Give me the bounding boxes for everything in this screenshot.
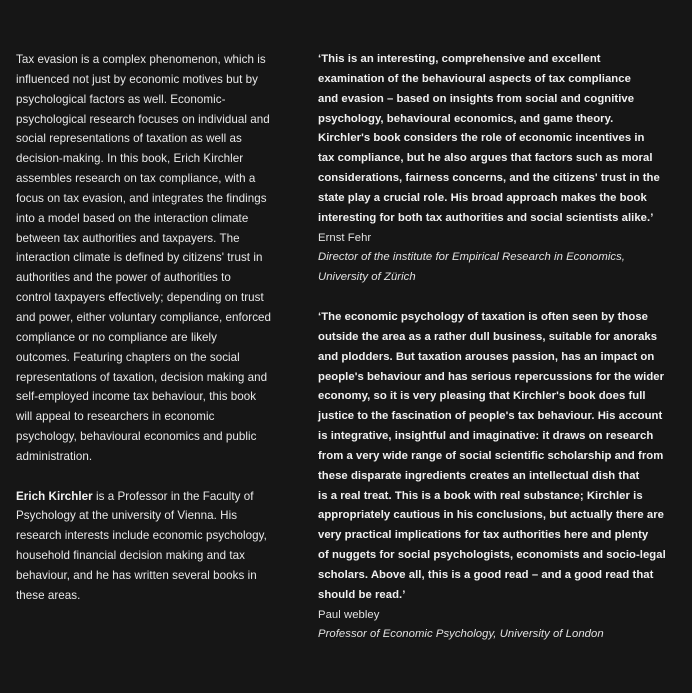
text-line: justice to the fascination of people's tax behaviour. His account xyxy=(318,410,663,423)
endorsement-quote xyxy=(318,50,690,229)
text-line: very practical implications for tax authorities here and plenty xyxy=(318,529,649,542)
text-line: scholars. Above all, this is a good read – and a good read that xyxy=(318,568,654,581)
text-line: state play a crucial role. His broad approach makes the book xyxy=(318,191,647,204)
text-line: should be read.’ xyxy=(318,588,406,601)
text-line: examination of the behavioural aspects of tax compliance xyxy=(318,72,631,85)
text-line: control taxpayers effectively; depending on trust xyxy=(16,291,264,305)
text-line: Psychology at the university of Vienna. His xyxy=(16,509,238,523)
text-line: Professor of Economic Psychology, University of London xyxy=(318,628,604,641)
endorsement-affiliation xyxy=(318,625,690,645)
text-line: Tax evasion is a complex phenomenon, which is xyxy=(16,53,266,66)
text-line: tax compliance, but he also argues that factors such as moral xyxy=(318,152,653,165)
bio-lines xyxy=(16,506,296,605)
text-line: self-employed income tax behaviour, this book xyxy=(16,390,257,404)
endorsement-author: Ernst Fehr xyxy=(318,231,372,244)
text-line: behaviour, and he has written several books in xyxy=(16,568,257,582)
text-line: ‘This is an interesting, comprehensive and excellent xyxy=(318,53,601,65)
text-line: assembles research on tax compliance, with a xyxy=(16,172,256,186)
book-description xyxy=(16,50,296,467)
text-line: economy, so it is very pleasing that Kirchler's book does full xyxy=(318,390,646,403)
text-line: social representations of taxation as well as xyxy=(16,132,242,146)
endorsement-webley xyxy=(318,308,690,645)
endorsement-fehr xyxy=(318,50,690,288)
text-line: and evasion – based on insights from social and cognitive xyxy=(318,92,635,105)
right-column xyxy=(318,50,690,645)
text-line: outcomes. Featuring chapters on the social xyxy=(16,350,240,364)
text-line: administration. xyxy=(16,449,93,463)
text-line: psychology, behavioural economics and public xyxy=(16,430,257,444)
bio-first-line xyxy=(16,487,296,507)
text-line: Kirchler's book considers the role of economic incentives in xyxy=(318,132,645,145)
endorsement-author: Paul webley xyxy=(318,608,380,621)
text-line: psychological factors as well. Economic- xyxy=(16,92,226,106)
text-line: psychology, behavioural economics, and game theory. xyxy=(318,112,614,125)
text-line: between tax authorities and taxpayers. The xyxy=(16,231,240,245)
endorsement-quote xyxy=(318,308,690,606)
text-line: outside the area as a rather dull business, suitable for anoraks xyxy=(318,330,658,343)
endorsement-affiliation xyxy=(318,248,690,288)
text-line: compliance or no compliance are likely xyxy=(16,330,218,344)
text-line: appropriately cautious in his conclusions, but actually there are xyxy=(318,509,665,522)
text-line: of nuggets for social psychologists, economists and socio-legal xyxy=(318,549,666,562)
text-line: decision-making. In this book, Erich Kirchler xyxy=(16,152,244,166)
text-line: people's behaviour and has serious repercussions for the wider xyxy=(318,370,665,383)
author-name: Erich Kirchler xyxy=(16,489,93,503)
text-line: household financial decision making and tax xyxy=(16,549,246,563)
text-line: research interests include economic psychology, xyxy=(16,529,267,543)
text-line: is a real treat. This is a book with real substance; Kirchler is xyxy=(318,489,643,502)
author-bio xyxy=(16,487,296,606)
text-line: representations of taxation, decision making and xyxy=(16,370,268,384)
text-line: interesting for both tax authorities and social scientists alike.’ xyxy=(318,211,654,224)
text-line: will appeal to researchers in economic xyxy=(16,410,215,424)
text-line: interaction climate is defined by citizens' trust in xyxy=(16,251,263,265)
text-line: focus on tax evasion, and integrates the findings xyxy=(16,191,267,205)
text-line: and power, either voluntary compliance, enforced xyxy=(16,310,272,324)
text-line: these disparate ingredients creates an intellectual dish that xyxy=(318,469,640,482)
text-line: influenced not just by economic motives but by xyxy=(16,72,259,86)
text-line: is integrative, insightful and imaginative: it draws on research xyxy=(318,430,654,443)
text-line: into a model based on the interaction climate xyxy=(16,211,249,225)
text-line: psychological research focuses on individual and xyxy=(16,112,270,126)
text-line: University of Zürich xyxy=(318,271,416,284)
text-line: from a very wide range of social scientific scholarship and from xyxy=(318,449,664,462)
text-line: ‘The economic psychology of taxation is often seen by those xyxy=(318,310,648,323)
left-column xyxy=(16,50,296,606)
text-line: authorities and the power of authorities to xyxy=(16,271,231,285)
spacer xyxy=(318,288,690,308)
text-line: and plodders. But taxation arouses passion, has an impact on xyxy=(318,350,655,363)
text-line: considerations, fairness concerns, and the citizens' trust in the xyxy=(318,172,660,185)
bio-first-line-rest: is a Professor in the Faculty of xyxy=(92,489,254,503)
text-line: Director of the institute for Empirical Research in Economics, xyxy=(318,251,625,264)
text-line: these areas. xyxy=(16,588,81,602)
